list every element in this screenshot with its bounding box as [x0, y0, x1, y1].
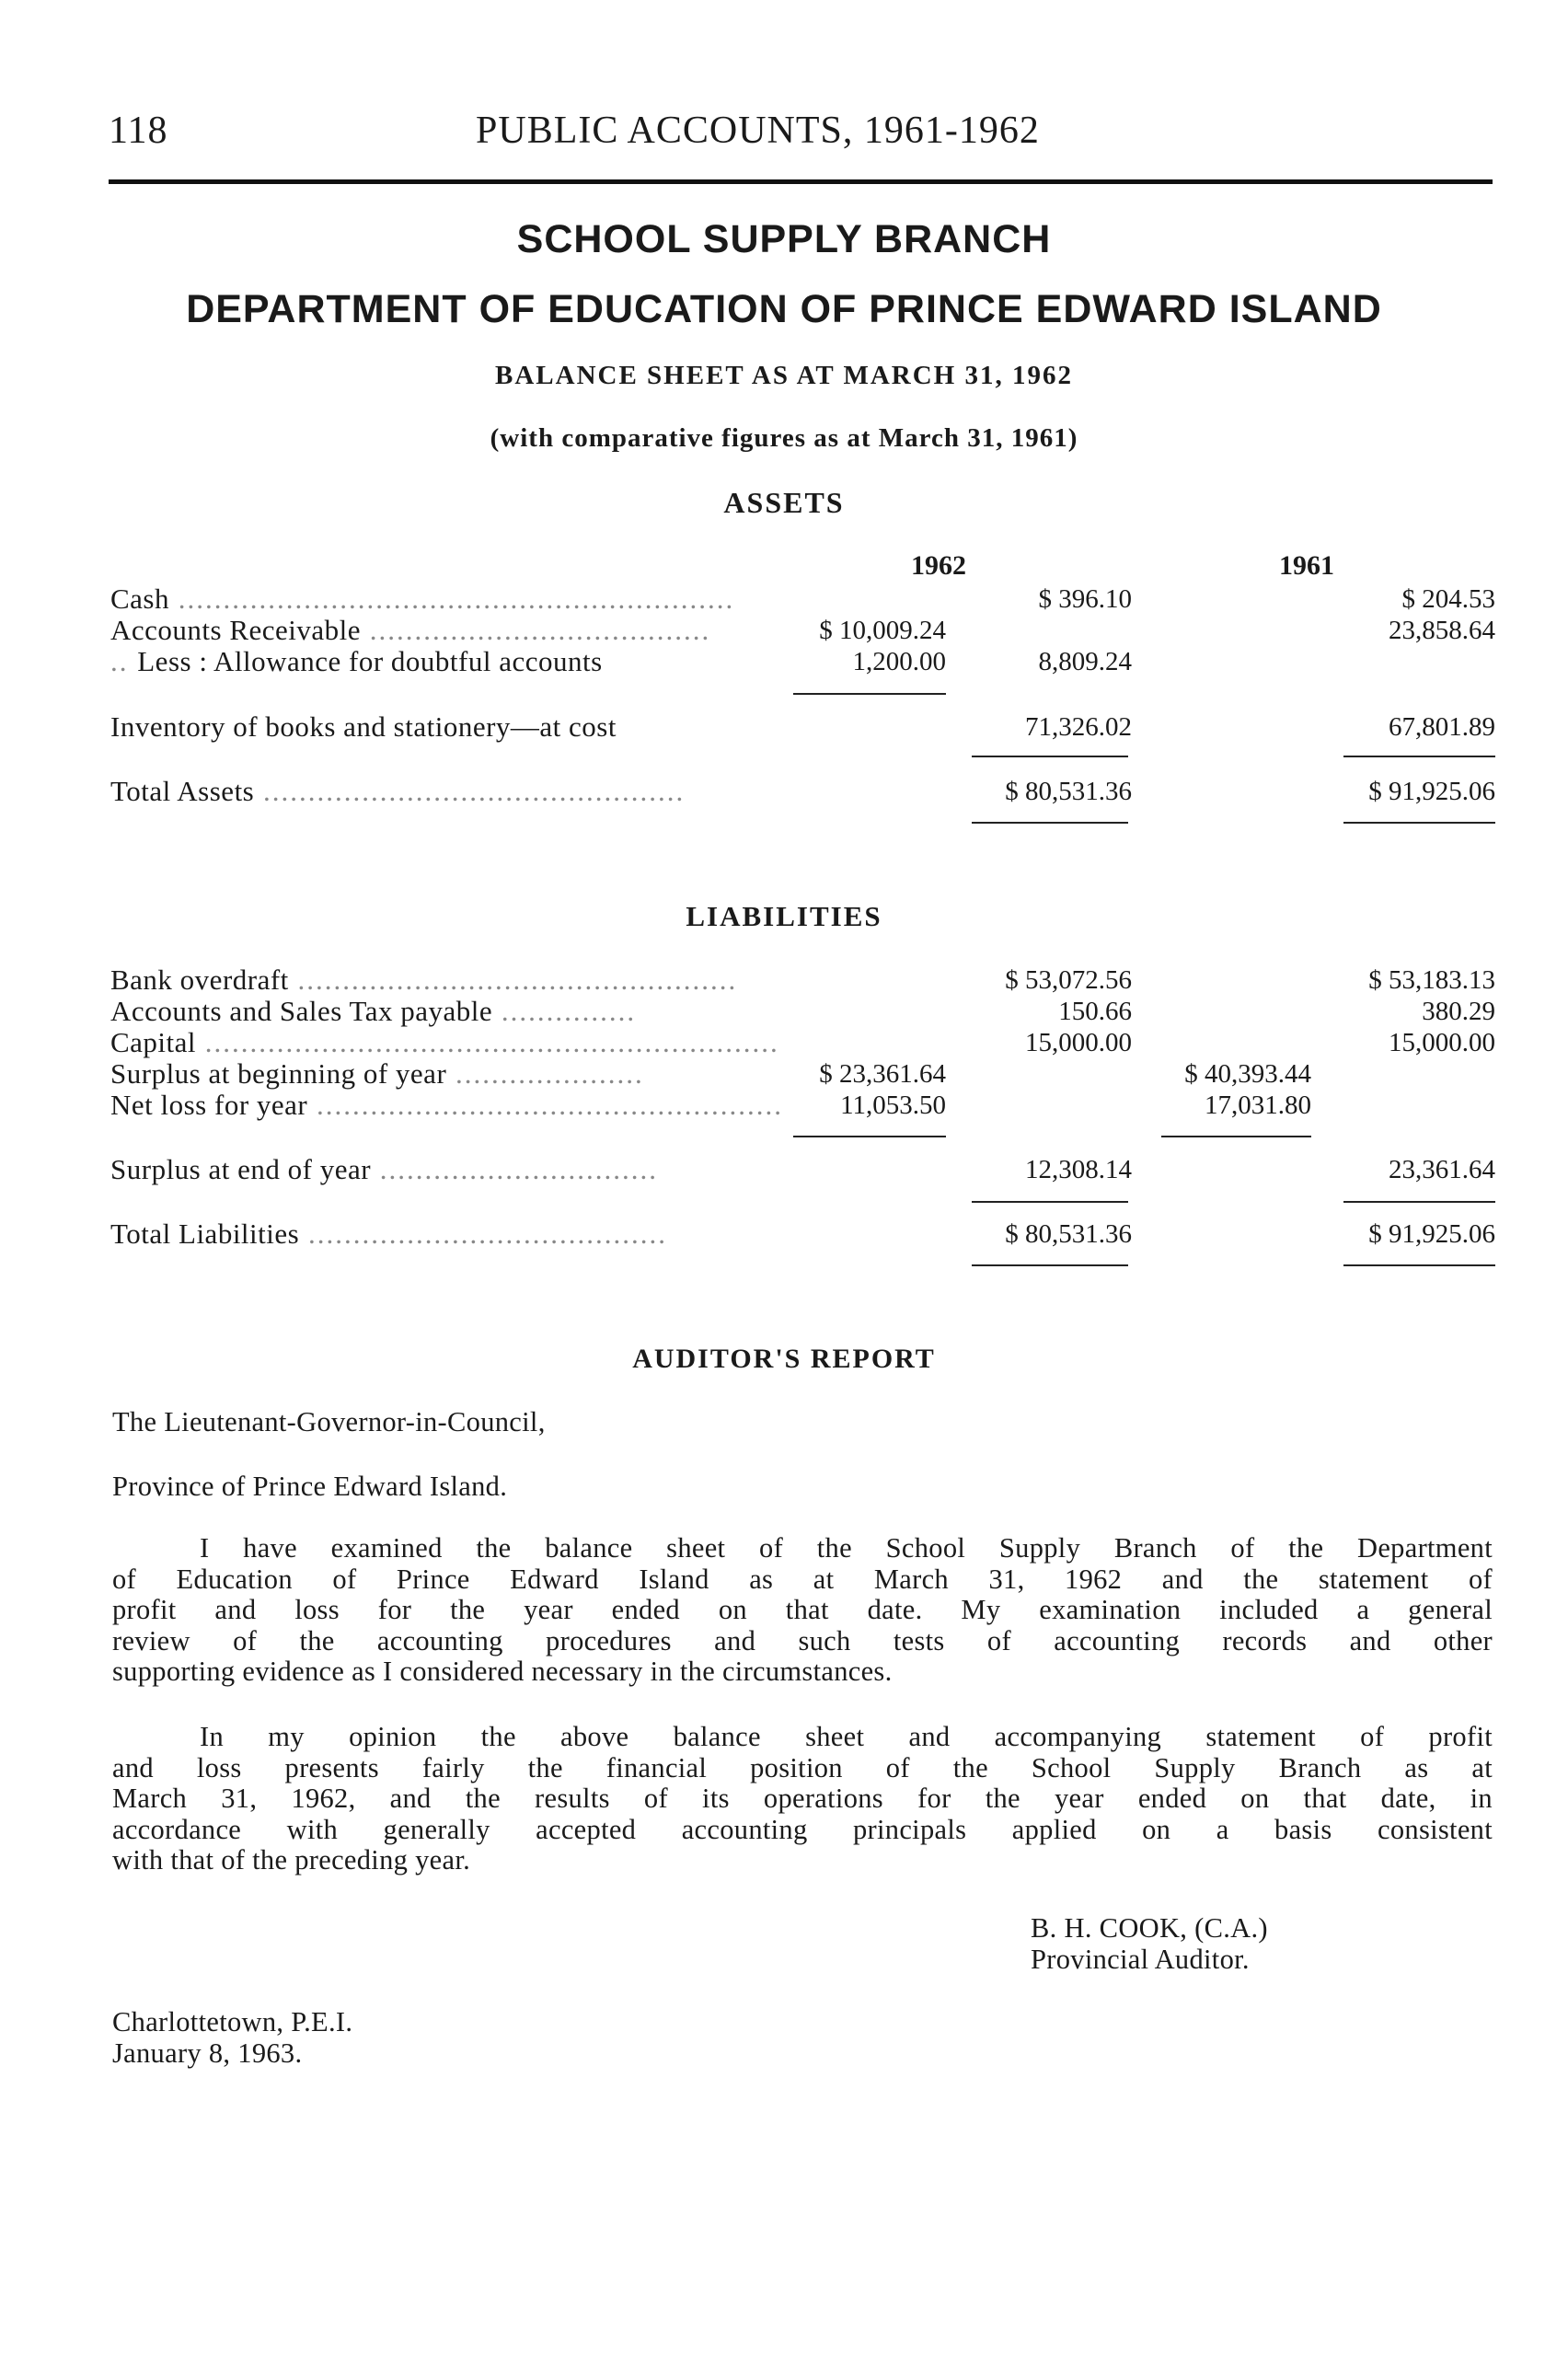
- page-number: 118: [109, 110, 168, 152]
- receivable-1961: 23,858.64: [1389, 616, 1495, 645]
- row-label: Net loss for year ....................................................: [110, 1089, 783, 1121]
- row-label: Surplus at end of year ...............................: [110, 1153, 659, 1185]
- liabilities-heading: LIABILITIES: [686, 900, 882, 932]
- running-title: PUBLIC ACCOUNTS, 1961-1962: [476, 110, 1040, 152]
- payable-1961: 380.29: [1422, 997, 1495, 1026]
- row-label: .. Less : Allowance for doubtful accounts: [110, 645, 603, 677]
- header-rule: [109, 179, 1493, 184]
- total-rule: [972, 822, 1128, 824]
- statement-title: BALANCE SHEET AS AT MARCH 31, 1962: [495, 361, 1073, 390]
- year-current-header: 1962: [911, 550, 966, 581]
- signer-name: B. H. COOK, (C.A.): [1031, 1912, 1268, 1944]
- paragraph-line: I have examined the balance sheet of the School Supply Branch of the Department: [200, 1532, 1493, 1564]
- inventory-1962: 71,326.02: [1025, 712, 1132, 742]
- surplus-end-1962: 12,308.14: [1025, 1155, 1132, 1184]
- row-label: Total Liabilities ........................................: [110, 1218, 667, 1250]
- addressee-line-2: Province of Prince Edward Island.: [112, 1471, 508, 1502]
- total-liabilities-1961: $ 91,925.06: [1368, 1219, 1495, 1249]
- total-rule: [972, 756, 1128, 757]
- report-paragraph-1: [112, 1533, 1493, 1688]
- total-rule: [1343, 822, 1495, 824]
- net-loss-1961: 17,031.80: [1205, 1091, 1311, 1120]
- surplus-end-1961: 23,361.64: [1389, 1155, 1495, 1184]
- total-liabilities-1962: $ 80,531.36: [1005, 1219, 1132, 1249]
- row-label: Accounts Receivable ......................................: [110, 614, 711, 646]
- row-label: Capital ................................................................: [110, 1026, 779, 1058]
- report-paragraph-2: [112, 1722, 1493, 1876]
- paragraph-line: supporting evidence as I considered necessary in the circumstances.: [112, 1656, 893, 1687]
- paragraph-line: review of the accounting procedures and such tests of accounting records and other: [112, 1624, 1493, 1656]
- date: January 8, 1963.: [112, 2037, 303, 2069]
- place: Charlottetown, P.E.I.: [112, 2006, 353, 2037]
- subtotal-rule: [793, 693, 946, 695]
- assets-heading: ASSETS: [723, 486, 845, 519]
- row-label: Cash ..............................................................: [110, 583, 735, 615]
- paragraph-line: March 31, 1962, and the results of its operations for the year ended on that date, in: [112, 1783, 1493, 1814]
- payable-1962: 150.66: [1058, 997, 1132, 1026]
- department-title: DEPARTMENT OF EDUCATION OF PRINCE EDWARD ISLAND: [186, 287, 1382, 331]
- net-loss-1962: 11,053.50: [840, 1091, 946, 1120]
- surplus-begin-1962: $ 23,361.64: [819, 1059, 946, 1089]
- report-heading: AUDITOR'S REPORT: [632, 1344, 936, 1374]
- total-assets-1962: $ 80,531.36: [1005, 777, 1132, 806]
- paragraph-line: profit and loss for the year ended on that date. My examination included a general: [112, 1594, 1493, 1625]
- capital-1961: 15,000.00: [1389, 1028, 1495, 1057]
- row-label: Total Assets ...............................................: [110, 775, 686, 807]
- paragraph-line: accordance with generally accepted accounting principals applied on a basis consistent: [112, 1813, 1493, 1845]
- overdraft-1962: $ 53,072.56: [1005, 965, 1132, 995]
- surplus-begin-1961: $ 40,393.44: [1184, 1059, 1311, 1089]
- overdraft-1961: $ 53,183.13: [1368, 965, 1495, 995]
- row-label: Inventory of books and stationery—at cost: [110, 710, 617, 743]
- allowance-sub-1962: 1,200.00: [852, 647, 946, 676]
- total-assets-1961: $ 91,925.06: [1368, 777, 1495, 806]
- signer-title: Provincial Auditor.: [1031, 1944, 1250, 1975]
- row-label: Surplus at beginning of year .....................: [110, 1057, 644, 1090]
- paragraph-line: and loss presents fairly the financial position of the School Supply Branch as at: [112, 1751, 1493, 1783]
- total-rule: [972, 1201, 1128, 1203]
- cash-1962: $ 396.10: [1038, 584, 1132, 614]
- addressee-line-1: The Lieutenant-Governor-in-Council,: [112, 1406, 546, 1437]
- row-label: Bank overdraft .................................................: [110, 964, 738, 996]
- paragraph-line: with that of the preceding year.: [112, 1844, 471, 1875]
- total-rule: [1343, 756, 1495, 757]
- row-label: Accounts and Sales Tax payable ...............: [110, 995, 637, 1027]
- year-prior-header: 1961: [1279, 550, 1334, 581]
- net-receivable-1962: 8,809.24: [1038, 647, 1132, 676]
- cash-1961: $ 204.53: [1401, 584, 1495, 614]
- total-rule: [972, 1264, 1128, 1266]
- comparative-note: (with comparative figures as at March 31, 1961): [490, 423, 1078, 453]
- paragraph-line: of Education of Prince Edward Island as at March 31, 1962 and the statement of: [112, 1563, 1493, 1595]
- total-rule: [1343, 1264, 1495, 1266]
- branch-title: SCHOOL SUPPLY BRANCH: [516, 217, 1052, 261]
- subtotal-rule: [793, 1136, 946, 1137]
- capital-1962: 15,000.00: [1025, 1028, 1132, 1057]
- receivable-sub-1962: $ 10,009.24: [819, 616, 946, 645]
- inventory-1961: 67,801.89: [1389, 712, 1495, 742]
- paragraph-line: In my opinion the above balance sheet and accompanying statement of profit: [200, 1721, 1493, 1752]
- subtotal-rule: [1161, 1136, 1311, 1137]
- total-rule: [1343, 1201, 1495, 1203]
